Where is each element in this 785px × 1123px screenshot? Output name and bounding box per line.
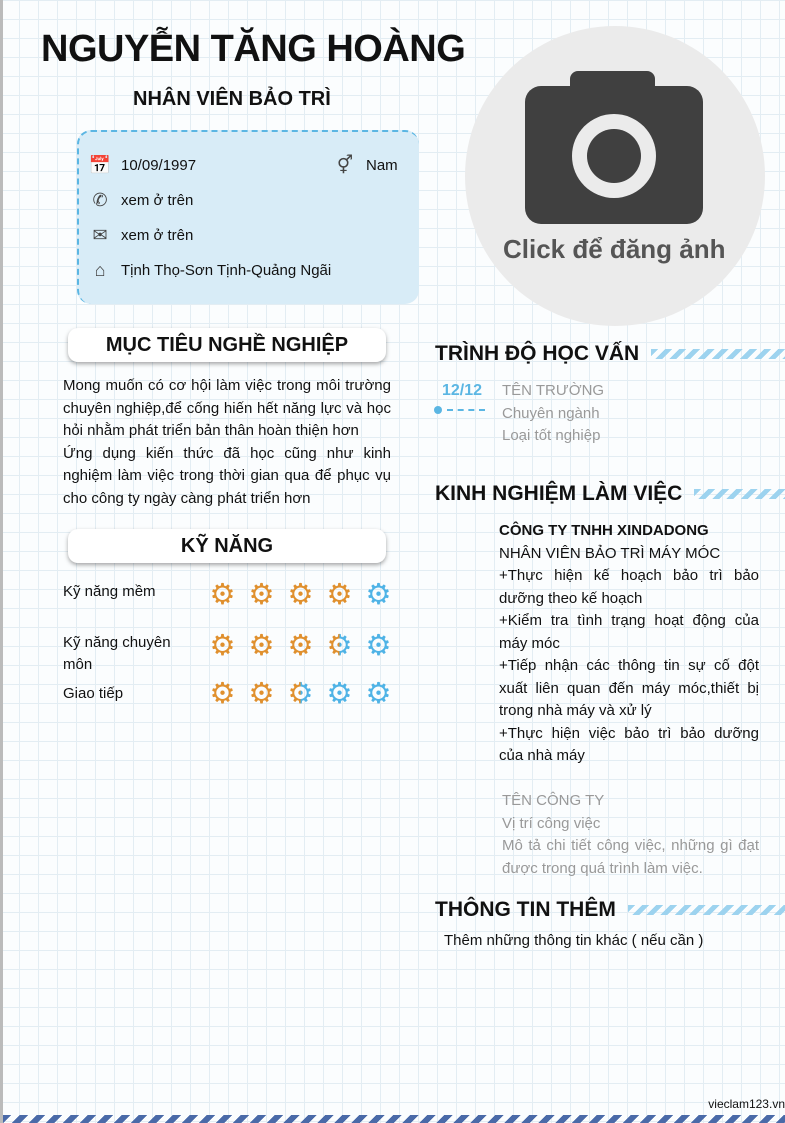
gear-rating-icon: ⚙ [209,678,236,710]
stripe-decoration [651,349,785,359]
footer-stripe [3,1115,785,1123]
gender: Nam [366,156,398,174]
education-date: 12/12 [442,382,483,399]
gear-rating-icon: ⚙ [287,678,314,710]
education-heading [435,342,785,366]
extra-text: Thêm những thông tin khác ( nếu cần ) [444,932,704,949]
objective-p2: Ứng dụng kiến thức đã học cũng như kinh nghiệm làm việc trong thời gian qua để phục vụ cho công ty ngày càng phát triển hơn [63,444,391,507]
role: Vị trí công việc [502,814,601,832]
skill-name: Giao tiếp [63,685,124,702]
gear-rating-icon: ⚙ [209,579,236,611]
gear-rating-icon: ⚙ [326,630,353,662]
objective-p1: Mong muốn có cơ hội làm việc trong môi trường chuyên nghiệp,để cống hiến hết năng lực và học hỏi nhằm phát triển bản thân hoàn thiện hơn [63,377,391,439]
mail-icon: ✉ [92,224,108,245]
company: TÊN CÔNG TY [502,792,605,809]
gear-rating-icon: ⚙ [326,678,353,710]
timeline-line [447,409,485,411]
company: CÔNG TY TNHH XINDADONG [499,522,709,539]
experience-heading-text: KINH NGHIỆM LÀM VIỆC [435,482,683,505]
skill-rating [208,581,393,610]
gear-rating-icon: ⚙ [326,579,353,611]
brand-footer: vieclam123.vn [708,1097,785,1111]
skill-name: Kỹ năng mềm [63,583,156,600]
gender-icon: ⚥ [336,154,354,175]
extra-heading-text: THÔNG TIN THÊM [435,898,616,921]
experience-entry-placeholder [502,790,759,880]
candidate-name: NGUYỄN TĂNG HOÀNG [41,28,466,70]
extra-heading [435,898,785,922]
duty: +Thực hiện việc bảo trì bảo dưỡng của nhà máy [499,724,759,764]
gear-rating-icon: ⚙ [287,630,314,662]
gear-rating-icon: ⚙ [287,579,314,611]
calendar-icon: 📅 [88,154,112,175]
address-row [89,259,331,281]
role: NHÂN VIÊN BẢO TRÌ MÁY MÓC [499,544,721,562]
gear-rating-icon: ⚙ [365,678,392,710]
duty: +Tiếp nhận các thông tin sự cố đột xuất liên quan đến máy móc,thiết bị trong nhà máy và xử lý [499,657,759,719]
skills-heading: KỸ NĂNG [68,529,386,563]
job-title: NHÂN VIÊN BẢO TRÌ [133,88,331,110]
skill-rating [208,632,393,661]
duty: +Thực hiện kế hoạch bảo trì bảo dưỡng theo kế hoạch [499,567,759,607]
description: Mô tả chi tiết công việc, những gì đạt được trong quá trình làm việc. [502,837,759,877]
personal-info-card [77,130,419,304]
phone-icon: ✆ [92,189,108,210]
gear-rating-icon: ⚙ [248,579,275,611]
address: Tịnh Thọ-Sơn Tịnh-Quảng Ngãi [121,261,332,279]
email: xem ở trên [121,226,194,244]
birthday-row [89,154,196,176]
grade: Loại tốt nghiệp [502,427,601,444]
birthday: 10/09/1997 [121,156,197,174]
gear-rating-icon: ⚙ [365,579,392,611]
home-icon: ⌂ [94,259,106,280]
experience-heading [435,482,785,506]
skill-rating [208,680,393,709]
stripe-decoration [694,489,785,499]
skill-name: Kỹ năng chuyên môn [63,634,171,673]
timeline-dot [434,406,442,414]
phone: xem ở trên [121,191,194,209]
education-heading-text: TRÌNH ĐỘ HỌC VẤN [435,342,640,365]
duty: +Kiểm tra tình trạng hoạt động của máy móc [499,612,759,652]
photo-upload[interactable] [465,26,765,326]
stripe-decoration [628,905,785,915]
objective-text [63,375,391,510]
email-row [89,224,193,246]
gear-rating-icon: ⚙ [248,678,275,710]
upload-label: Click để đăng ảnh [503,234,726,264]
camera-icon [465,26,765,326]
gear-rating-icon: ⚙ [248,630,275,662]
major: Chuyên ngành [502,404,600,422]
experience-entry [499,520,759,768]
phone-row [89,189,193,211]
gear-rating-icon: ⚙ [209,630,236,662]
gear-rating-icon: ⚙ [365,630,392,662]
school: TÊN TRƯỜNG [502,382,605,399]
education-details [502,380,604,448]
gender-row [334,154,398,176]
objective-heading: MỤC TIÊU NGHỀ NGHIỆP [68,328,386,362]
